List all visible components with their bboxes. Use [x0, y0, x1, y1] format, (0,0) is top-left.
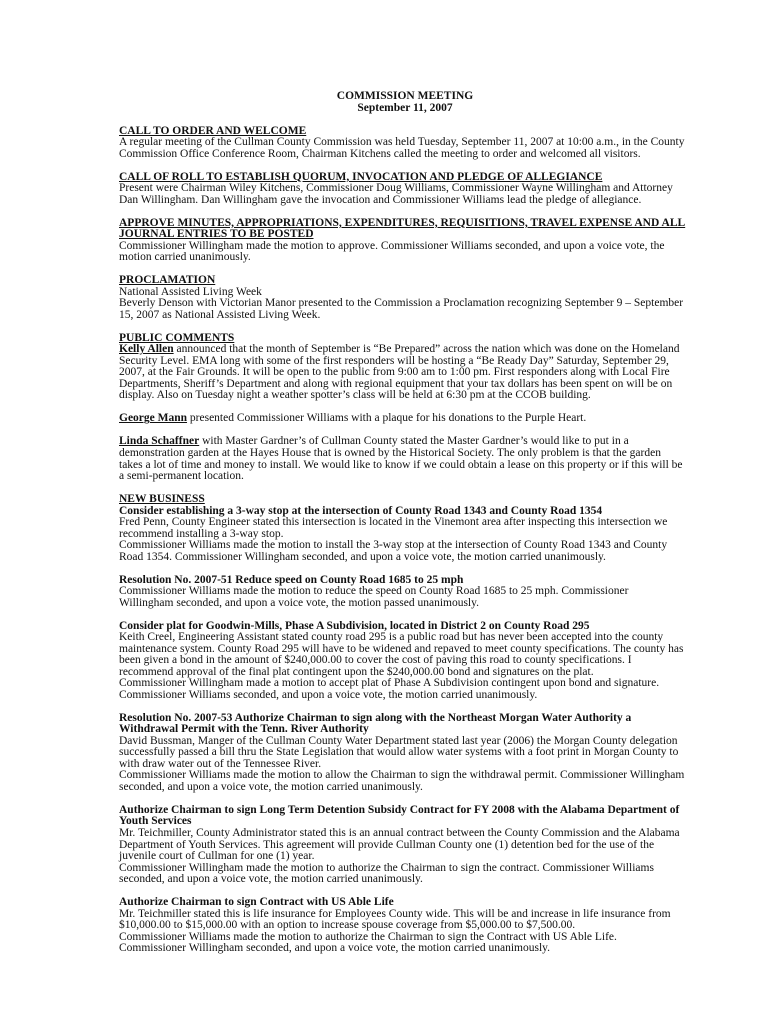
body-line: a semi-permanent location.	[119, 470, 244, 483]
body-line: Departments, Sheriff’s Department and along with regional equipment that your tax dollars has been spent on will be on	[119, 377, 673, 390]
minutes-section	[119, 275, 691, 321]
section-heading: CALL TO ORDER AND WELCOME	[119, 124, 307, 137]
minutes-section	[119, 494, 691, 955]
meeting-title: COMMISSION MEETING	[336, 90, 474, 102]
item-heading: Authorize Chairman to sign Contract with US Able Life	[119, 896, 394, 909]
agenda-item	[119, 713, 691, 794]
body-line: Road 1354. Commissioner Willingham seconded, and upon a voice vote, the motion carried unanimously.	[119, 550, 606, 563]
paragraph-spacer	[119, 483, 691, 495]
section-heading: APPROVE MINUTES, APPROPRIATIONS, EXPENDITURES, REQUISITIONS, TRAVEL EXPENSE AND ALL	[119, 216, 686, 229]
body-line: takes a lot of time and money to install. We would like to know if we could obtain a lease on this property or if this will be	[119, 458, 683, 471]
body-line: A regular meeting of the Cullman County Commission was held Tuesday, September 11, 2007 at 10:00 a.m., in the County	[119, 136, 685, 149]
item-heading: Withdrawal Permit with the Tenn. River Authority	[119, 723, 369, 736]
body-line: Department of Youth Services. This agreement will provide Cullman County one (1) detention bed for the use of the	[119, 838, 655, 851]
section-heading: PROCLAMATION	[119, 274, 216, 287]
section-heading: CALL OF ROLL TO ESTABLISH QUORUM, INVOCATION AND PLEDGE OF ALLEGIANCE	[119, 170, 603, 183]
body-line: 15, 2007 as National Assisted Living Week.	[119, 308, 321, 321]
agenda-item	[119, 575, 691, 610]
body-line: Keith Creel, Engineering Assistant stated county road 295 is a public road but has never been accepted into the county	[119, 631, 664, 644]
paragraph-spacer	[119, 114, 691, 126]
body-line: National Assisted Living Week	[119, 285, 262, 298]
body-line: Commissioner Williams made the motion to install the 3-way stop at the intersection of County Road 1343 and County	[119, 539, 668, 552]
public-comment	[119, 413, 691, 425]
body-line: Commissioner Williams seconded, and upon a voice vote, the motion carried unanimously.	[119, 688, 538, 701]
body-line: demonstration garden at the Hayes House that is owned by the Historical Society. The only problem is that the garden	[119, 446, 661, 459]
body-line: been given a bond in the amount of $240,000.00 to cover the cost of paving this road to county specifications. I	[119, 654, 632, 667]
body-line: Commission Office Conference Room, Chairman Kitchens called the meeting to order and welcomed all visitors.	[119, 147, 641, 160]
speaker-name: Linda Schaffner	[119, 435, 200, 448]
item-heading: Consider establishing a 3-way stop at the intersection of County Road 1343 and County Road 1354	[119, 504, 603, 517]
minutes-paragraph	[119, 137, 691, 160]
speaker-name: Kelly Allen	[119, 343, 174, 356]
body-line: Commissioner Williams made the motion to allow the Chairman to sign the withdrawal permit. Commissioner Willingham	[119, 769, 685, 782]
speaker-name: George Mann	[119, 412, 188, 425]
body-line: Security Level. EMA long with some of the first responders will be hosting a “Be Ready Day” Saturday, September 29,	[119, 354, 669, 367]
minutes-paragraph	[119, 183, 691, 206]
body-line: Mr. Teichmiller stated this is life insurance for Employees County wide. This will be and increase in life insurance from	[119, 907, 671, 920]
comment-text: with Master Gardner’s of Cullman County stated the Master Gardner’s would like to put in a	[202, 435, 629, 448]
minutes-section	[119, 172, 691, 207]
section-heading: PUBLIC COMMENTS	[119, 331, 235, 344]
body-line: David Bussman, Manger of the Cullman County Water Department stated last year (2006) the Morgan County delegation	[119, 734, 678, 747]
section-heading: JOURNAL ENTRIES TO BE POSTED	[119, 228, 314, 241]
body-line: Commissioner Williams made the motion to authorize the Chairman to sign the Contract with US Able Life.	[119, 930, 617, 943]
body-line: recommend approval of the final plat contingent upon the $240,000.00 bond and signatures on the plat.	[119, 665, 594, 678]
minutes-paragraph	[119, 287, 691, 322]
body-line: juvenile court of Cullman for one (1) year.	[119, 850, 315, 863]
minutes-section	[119, 333, 691, 483]
paragraph-spacer	[119, 206, 691, 218]
item-heading: Authorize Chairman to sign Long Term Detention Subsidy Contract for FY 2008 with the Alabama Department of	[119, 803, 680, 816]
agenda-item	[119, 805, 691, 886]
body-line: recommend installing a 3-way stop.	[119, 527, 284, 540]
body-line: Commissioner Willingham made the motion to approve. Commissioner Williams seconded, and upon a voice vote, the	[119, 239, 665, 252]
body-line: Commissioner Willingham seconded, and upon a voice vote, the motion carried unanimously.	[119, 942, 551, 955]
body-line: Dan Willingham. Dan Willingham gave the invocation and Commissioner Williams lead the pledge of allegiance.	[119, 193, 642, 206]
body-line: Commissioner Willingham made the motion to authorize the Chairman to sign the contract. Commissioner Williams	[119, 861, 654, 874]
body-line: Commissioner Willingham made a motion to accept plat of Phase A Subdivision contingent upon bond and signature.	[119, 677, 660, 690]
item-heading: Youth Services	[119, 815, 192, 828]
item-heading: Resolution No. 2007-53 Authorize Chairman to sign along with the Northeast Morgan Water Authority a	[119, 711, 632, 724]
minutes-section	[119, 218, 691, 264]
body-line	[119, 413, 691, 425]
body-line: with draw water out of the Tennessee River.	[119, 757, 322, 770]
body-line: 2007, at the Fair Grounds. It will be open to the public from 9:00 am to 1:00 pm. First responders along with Local Fire	[119, 366, 670, 379]
body-line: Commissioner Williams made the motion to reduce the speed on County Road 1685 to 25 mph. Commissioner	[119, 585, 629, 598]
minutes-section	[119, 126, 691, 161]
comment-text: announced that the month of September is “Be Prepared” across the nation which was done on the Homeland	[176, 343, 680, 356]
body-line: Willingham seconded, and upon a voice vote, the motion passed unanimously.	[119, 596, 480, 609]
body-line: display. Also on Tuesday night a weather spotter’s class will be held at 6:30 pm at the CCOB building.	[119, 389, 591, 402]
body-line: seconded, and upon a voice vote, the motion carried unanimously.	[119, 873, 423, 886]
body-line: maintenance system. County Road 295 will have to be widened and repaved to meet county specifications. The county has	[119, 642, 684, 655]
body-line: motion carried unanimously.	[119, 251, 251, 264]
body-line: $10,000.00 to $15,000.00 with an option to increase spouse coverage from $5,000.00 to $7,500.00.	[119, 919, 576, 932]
item-heading: Resolution No. 2007-51 Reduce speed on County Road 1685 to 25 mph	[119, 573, 464, 586]
public-comment	[119, 436, 691, 482]
body-line: Fred Penn, County Engineer stated this intersection is located in the Vinemont area after inspecting this intersection we	[119, 516, 668, 529]
body-line: successfully passed a bill thru the State Legislation that would allow water systems with a foot print in Morgan County to	[119, 746, 679, 759]
agenda-item	[119, 621, 691, 702]
body-line: Beverly Denson with Victorian Manor presented to the Commission a Proclamation recognizing September 9 – September	[119, 297, 684, 310]
body-line: Present were Chairman Wiley Kitchens, Commissioner Doug Williams, Commissioner Wayne Willingham and Attorney	[119, 182, 673, 195]
comment-text: presented Commissioner Williams with a plaque for his donations to the Purple Heart.	[189, 412, 587, 425]
paragraph-spacer	[119, 160, 691, 172]
agenda-item	[119, 506, 691, 564]
section-heading: NEW BUSINESS	[119, 493, 205, 506]
minutes-document	[119, 91, 691, 955]
item-heading: Consider plat for Goodwin-Mills, Phase A Subdivision, located in District 2 on County Road 295	[119, 619, 590, 632]
agenda-item	[119, 897, 691, 955]
paragraph-spacer	[119, 563, 691, 575]
minutes-paragraph	[119, 241, 691, 264]
body-line: seconded, and upon a voice vote, the motion carried unanimously.	[119, 780, 423, 793]
meeting-date: September 11, 2007	[357, 101, 453, 114]
body-line: Mr. Teichmiller, County Administrator stated this is an annual contract between the County Commission and the Alabama	[119, 827, 680, 839]
paragraph-spacer	[119, 609, 691, 621]
public-comment	[119, 344, 691, 402]
